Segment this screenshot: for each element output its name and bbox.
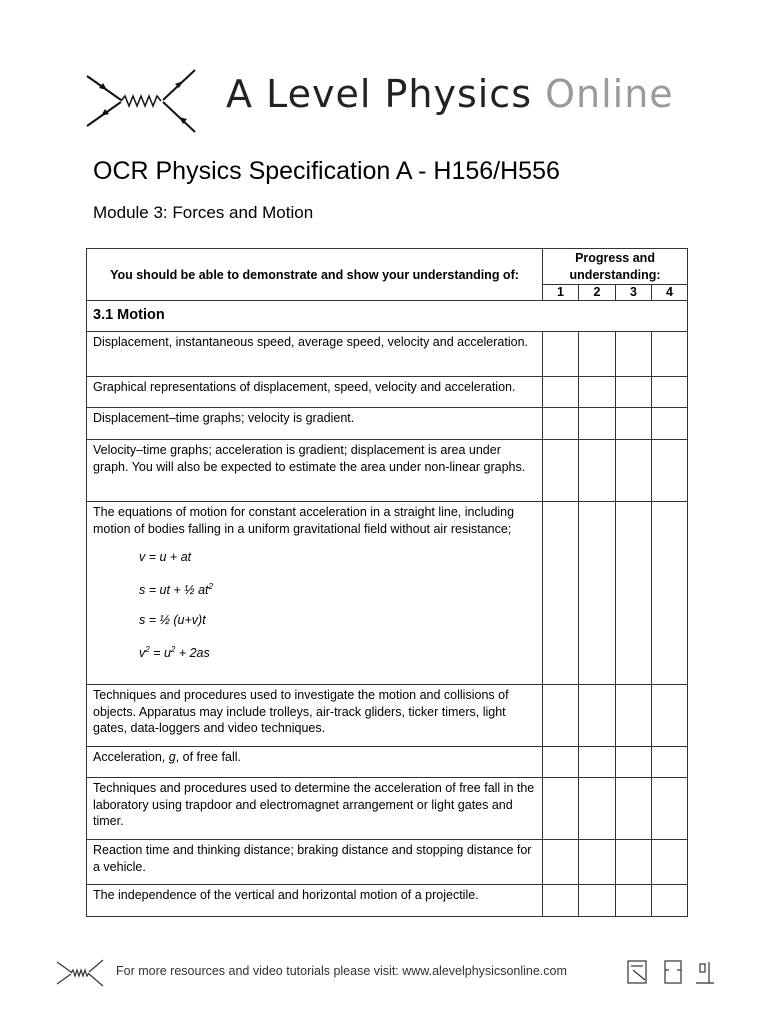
level-1-header: 1 xyxy=(543,285,579,301)
level-4-cell[interactable] xyxy=(652,440,688,502)
level-1-cell[interactable] xyxy=(543,408,579,440)
level-1-cell[interactable] xyxy=(543,840,579,885)
level-4-cell[interactable] xyxy=(652,747,688,778)
level-4-cell[interactable] xyxy=(652,377,688,408)
level-2-cell[interactable] xyxy=(579,502,616,685)
row-description: Acceleration, g, of free fall. xyxy=(87,747,543,778)
level-2-cell[interactable] xyxy=(579,440,616,502)
table-row xyxy=(87,332,688,377)
section-row xyxy=(87,301,688,332)
level-3-cell[interactable] xyxy=(616,377,652,408)
equation-1: v = u + at xyxy=(139,550,192,564)
row-description: Displacement, instantaneous speed, average speed, velocity and acceleration. xyxy=(87,332,543,377)
table-row xyxy=(87,377,688,408)
level-2-cell[interactable] xyxy=(579,747,616,778)
level-1-cell[interactable] xyxy=(543,685,579,747)
level-1-cell[interactable] xyxy=(543,377,579,408)
header-main: You should be able to demonstrate and show your understanding of: xyxy=(87,249,543,301)
level-2-header: 2 xyxy=(579,285,616,301)
row-description: The independence of the vertical and horizontal motion of a projectile. xyxy=(87,885,543,917)
level-3-cell[interactable] xyxy=(616,747,652,778)
level-3-cell[interactable] xyxy=(616,685,652,747)
section-title: 3.1 Motion xyxy=(87,301,688,332)
level-4-cell[interactable] xyxy=(652,778,688,840)
row-description: Reaction time and thinking distance; braking distance and stopping distance for a vehicle. xyxy=(87,840,543,885)
level-3-cell[interactable] xyxy=(616,840,652,885)
table-row xyxy=(87,502,688,685)
level-1-cell[interactable] xyxy=(543,885,579,917)
row-description: The equations of motion for constant acceleration in a straight line, including motion of bodies falling in a uniform gravitational field without air resistance; xyxy=(93,505,515,536)
table-row xyxy=(87,685,688,747)
level-4-cell[interactable] xyxy=(652,502,688,685)
level-3-cell[interactable] xyxy=(616,778,652,840)
feynman-diagram-logo xyxy=(83,66,203,136)
level-3-cell[interactable] xyxy=(616,332,652,377)
brand-name-dark: A Level Physics xyxy=(226,72,532,116)
equation-list xyxy=(93,549,536,661)
level-2-cell[interactable] xyxy=(579,408,616,440)
level-2-cell[interactable] xyxy=(579,885,616,917)
table-row xyxy=(87,747,688,778)
level-1-cell[interactable] xyxy=(543,778,579,840)
table-row xyxy=(87,778,688,840)
level-4-cell[interactable] xyxy=(652,685,688,747)
level-1-cell[interactable] xyxy=(543,747,579,778)
level-2-cell[interactable] xyxy=(579,377,616,408)
level-4-cell[interactable] xyxy=(652,885,688,917)
table-row xyxy=(87,408,688,440)
table-row xyxy=(87,440,688,502)
row-description: Velocity–time graphs; acceleration is gradient; displacement is area under graph. You will also be expected to estimate the area under non-linear graphs. xyxy=(87,440,543,502)
level-2-cell[interactable] xyxy=(579,332,616,377)
level-4-cell[interactable] xyxy=(652,408,688,440)
level-1-cell[interactable] xyxy=(543,332,579,377)
level-3-header: 3 xyxy=(616,285,652,301)
footer-text: For more resources and video tutorials please visit: www.alevelphysicsonline.com xyxy=(116,964,567,978)
equation-4: $v^2 = u^2 + 2as$ xyxy=(139,645,210,661)
book-icon xyxy=(660,958,686,986)
level-3-cell[interactable] xyxy=(616,440,652,502)
table-row xyxy=(87,885,688,917)
feynman-diagram-small-icon xyxy=(55,958,105,988)
brand-name-light: Online xyxy=(545,72,674,116)
row-description: Techniques and procedures used to determine the acceleration of free fall in the laboratory using trapdoor and electromagnet arrangement or light gates and timer. xyxy=(87,778,543,840)
level-4-header: 4 xyxy=(652,285,688,301)
level-2-cell[interactable] xyxy=(579,840,616,885)
specification-table xyxy=(86,248,688,917)
brand-name xyxy=(226,72,674,116)
notebook-icon xyxy=(625,958,651,986)
level-4-cell[interactable] xyxy=(652,332,688,377)
level-3-cell[interactable] xyxy=(616,502,652,685)
level-2-cell[interactable] xyxy=(579,685,616,747)
level-1-cell[interactable] xyxy=(543,440,579,502)
header-progress: Progress and understanding: xyxy=(543,249,688,285)
row-description-equations xyxy=(87,502,543,685)
level-1-cell[interactable] xyxy=(543,502,579,685)
equation-3: s = ½ (u+v)t xyxy=(139,613,206,628)
level-3-cell[interactable] xyxy=(616,408,652,440)
document-title: OCR Physics Specification A - H156/H556 xyxy=(93,157,560,185)
level-4-cell[interactable] xyxy=(652,840,688,885)
table-row xyxy=(87,840,688,885)
table-header-row xyxy=(87,249,688,285)
module-title: Module 3: Forces and Motion xyxy=(93,203,314,222)
equation-2: s = ut + ½ $at^2$ xyxy=(139,582,213,598)
level-3-cell[interactable] xyxy=(616,885,652,917)
row-description: Techniques and procedures used to investigate the motion and collisions of objects. Apparatus may include trolleys, air-track gliders, ticker timers, light gates, data-loggers and video techniques. xyxy=(87,685,543,747)
row-description: Displacement–time graphs; velocity is gradient. xyxy=(87,408,543,440)
level-2-cell[interactable] xyxy=(579,778,616,840)
page-number-icon xyxy=(692,958,718,986)
row-description: Graphical representations of displacement, speed, velocity and acceleration. xyxy=(87,377,543,408)
